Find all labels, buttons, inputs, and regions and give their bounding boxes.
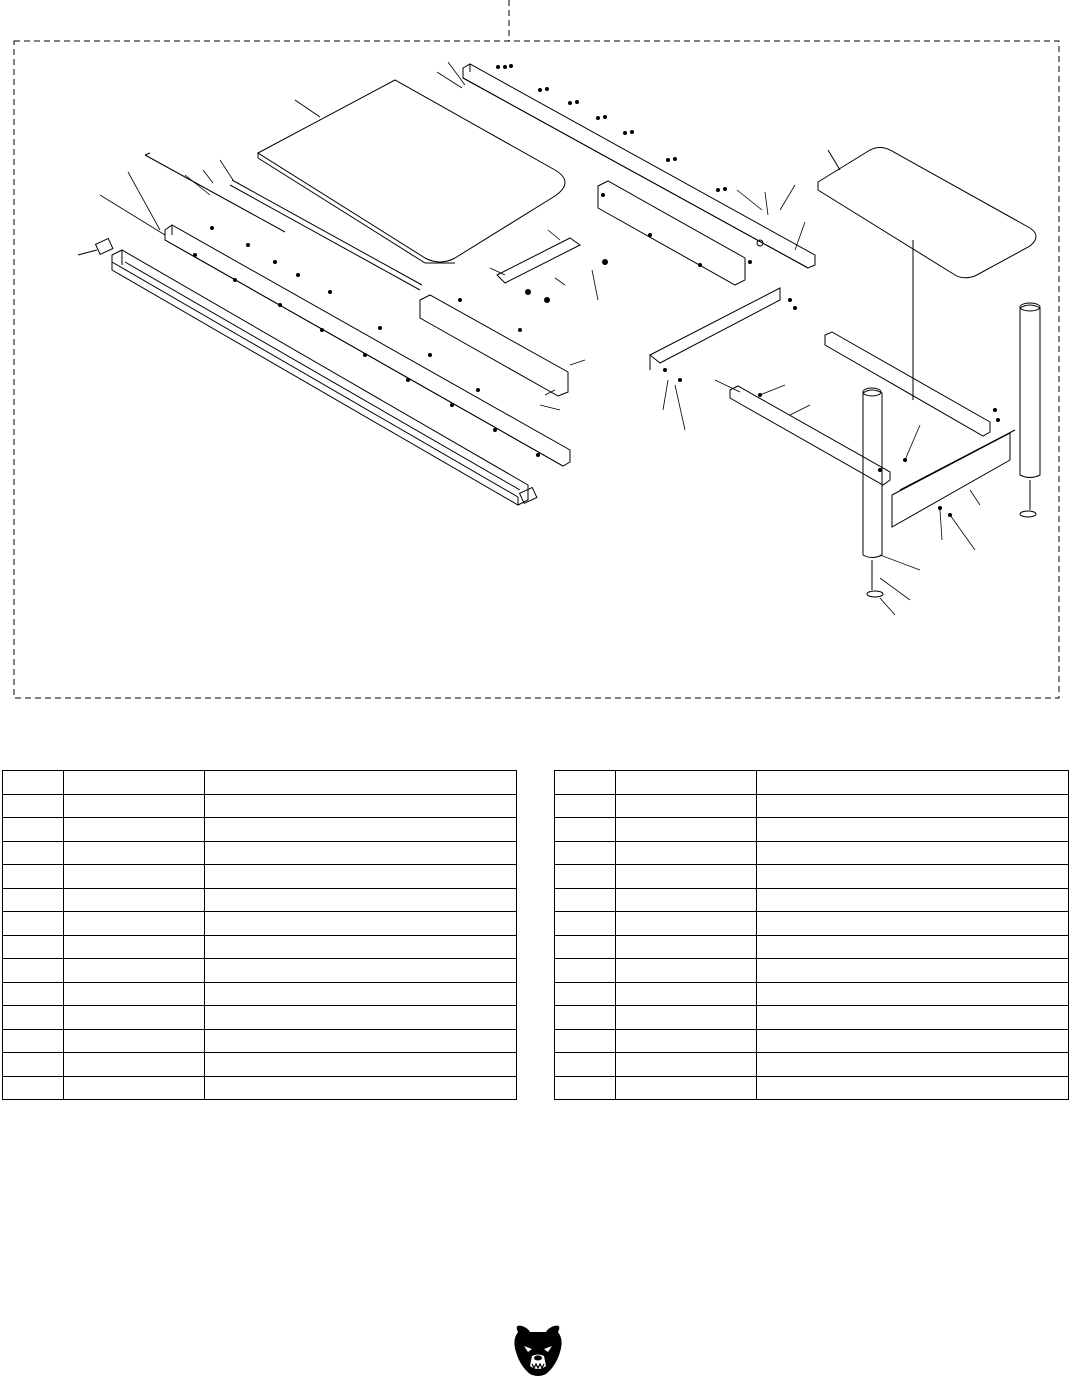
table-row: [555, 1076, 1069, 1100]
diagram-frame: [14, 0, 1059, 698]
table-row: [3, 1076, 517, 1100]
table-row: [555, 912, 1069, 936]
table-cell: [757, 1053, 1069, 1077]
table-cell: [616, 1006, 757, 1030]
table-cell: [616, 912, 757, 936]
table-cell: [555, 771, 616, 795]
table-cell: [205, 1029, 517, 1053]
table-cell: [3, 771, 64, 795]
table-cell: [64, 1076, 205, 1100]
hardware-callouts: [100, 62, 980, 615]
table-row: [555, 794, 1069, 818]
table-cell: [616, 1053, 757, 1077]
table-row: [555, 841, 1069, 865]
table-cell: [555, 794, 616, 818]
table-cell: [555, 982, 616, 1006]
table-cell: [205, 771, 517, 795]
table-cell: [555, 912, 616, 936]
table-cell: [3, 794, 64, 818]
table-cell: [757, 1029, 1069, 1053]
table-cell: [64, 794, 205, 818]
table-cell: [757, 959, 1069, 983]
table-cell: [555, 1053, 616, 1077]
table-cell: [64, 771, 205, 795]
table-header-row: [555, 771, 1069, 795]
table-cell: [3, 865, 64, 889]
table-cell: [3, 912, 64, 936]
table-cell: [757, 935, 1069, 959]
table-cell: [555, 935, 616, 959]
table-cell: [205, 888, 517, 912]
front-rail: [78, 239, 537, 505]
table-cell: [205, 794, 517, 818]
table-cell: [757, 1076, 1069, 1100]
table-cell: [616, 841, 757, 865]
parts-table-right: [554, 770, 1069, 1100]
table-cell: [757, 865, 1069, 889]
table-row: [3, 935, 517, 959]
table-row: [555, 959, 1069, 983]
support-brackets: [420, 181, 780, 396]
angle-rail: [145, 153, 570, 466]
table-cell: [64, 982, 205, 1006]
table-cell: [757, 912, 1069, 936]
table-row: [3, 959, 517, 983]
table-row: [3, 982, 517, 1006]
table-cell: [3, 982, 64, 1006]
table-cell: [64, 1053, 205, 1077]
table-row: [555, 1053, 1069, 1077]
table-cell: [3, 1076, 64, 1100]
table-row: [3, 1029, 517, 1053]
legs: [863, 303, 1040, 597]
table-cell: [64, 959, 205, 983]
table-cell: [3, 818, 64, 842]
table-cell: [3, 1053, 64, 1077]
table-row: [555, 888, 1069, 912]
table-cell: [64, 818, 205, 842]
table-row: [3, 865, 517, 889]
table-cell: [616, 771, 757, 795]
table-cell: [205, 982, 517, 1006]
grizzly-bear-head-icon: [510, 1322, 566, 1378]
table-row: [3, 888, 517, 912]
table-cell: [555, 888, 616, 912]
table-cell: [757, 1006, 1069, 1030]
table-cell: [205, 1076, 517, 1100]
table-cell: [555, 959, 616, 983]
table-cell: [757, 982, 1069, 1006]
table-cell: [3, 841, 64, 865]
table-header-row: [3, 771, 517, 795]
table-cell: [64, 1029, 205, 1053]
table-cell: [3, 935, 64, 959]
table-cell: [205, 959, 517, 983]
table-cell: [555, 841, 616, 865]
table-row: [3, 841, 517, 865]
table-cell: [64, 912, 205, 936]
table-cell: [757, 794, 1069, 818]
table-cell: [64, 865, 205, 889]
table-cell: [205, 818, 517, 842]
table-cell: [205, 1053, 517, 1077]
table-row: [555, 818, 1069, 842]
rear-rail: [463, 64, 815, 268]
table-cell: [555, 865, 616, 889]
table-cell: [757, 818, 1069, 842]
table-row: [3, 794, 517, 818]
table-cell: [205, 935, 517, 959]
table-row: [555, 865, 1069, 889]
table-cell: [616, 818, 757, 842]
table-cell: [616, 982, 757, 1006]
table-cell: [616, 1029, 757, 1053]
table-cell: [64, 841, 205, 865]
table-row: [555, 935, 1069, 959]
table-cell: [616, 1076, 757, 1100]
table-cell: [757, 888, 1069, 912]
table-cell: [3, 959, 64, 983]
table-cell: [555, 1076, 616, 1100]
table-cell: [205, 1006, 517, 1030]
table-cell: [616, 888, 757, 912]
table-cell: [3, 1029, 64, 1053]
table-cell: [616, 959, 757, 983]
table-cell: [205, 841, 517, 865]
main-table-top: [258, 80, 565, 263]
table-cell: [555, 1006, 616, 1030]
table-row: [3, 818, 517, 842]
table-cell: [205, 865, 517, 889]
table-row: [555, 1029, 1069, 1053]
extension-frame: [730, 332, 1015, 527]
extension-table-top: [818, 148, 1036, 401]
table-cell: [616, 865, 757, 889]
table-cell: [757, 841, 1069, 865]
table-row: [3, 1006, 517, 1030]
table-cell: [3, 1006, 64, 1030]
parts-table-left: [2, 770, 517, 1100]
table-cell: [64, 1006, 205, 1030]
table-cell: [205, 912, 517, 936]
table-row: [3, 1053, 517, 1077]
table-cell: [616, 935, 757, 959]
table-cell: [64, 888, 205, 912]
table-cell: [555, 818, 616, 842]
table-cell: [3, 888, 64, 912]
table-row: [555, 1006, 1069, 1030]
table-cell: [757, 771, 1069, 795]
table-cell: [555, 1029, 616, 1053]
table-cell: [616, 794, 757, 818]
table-row: [3, 912, 517, 936]
table-row: [555, 982, 1069, 1006]
table-cell: [64, 935, 205, 959]
